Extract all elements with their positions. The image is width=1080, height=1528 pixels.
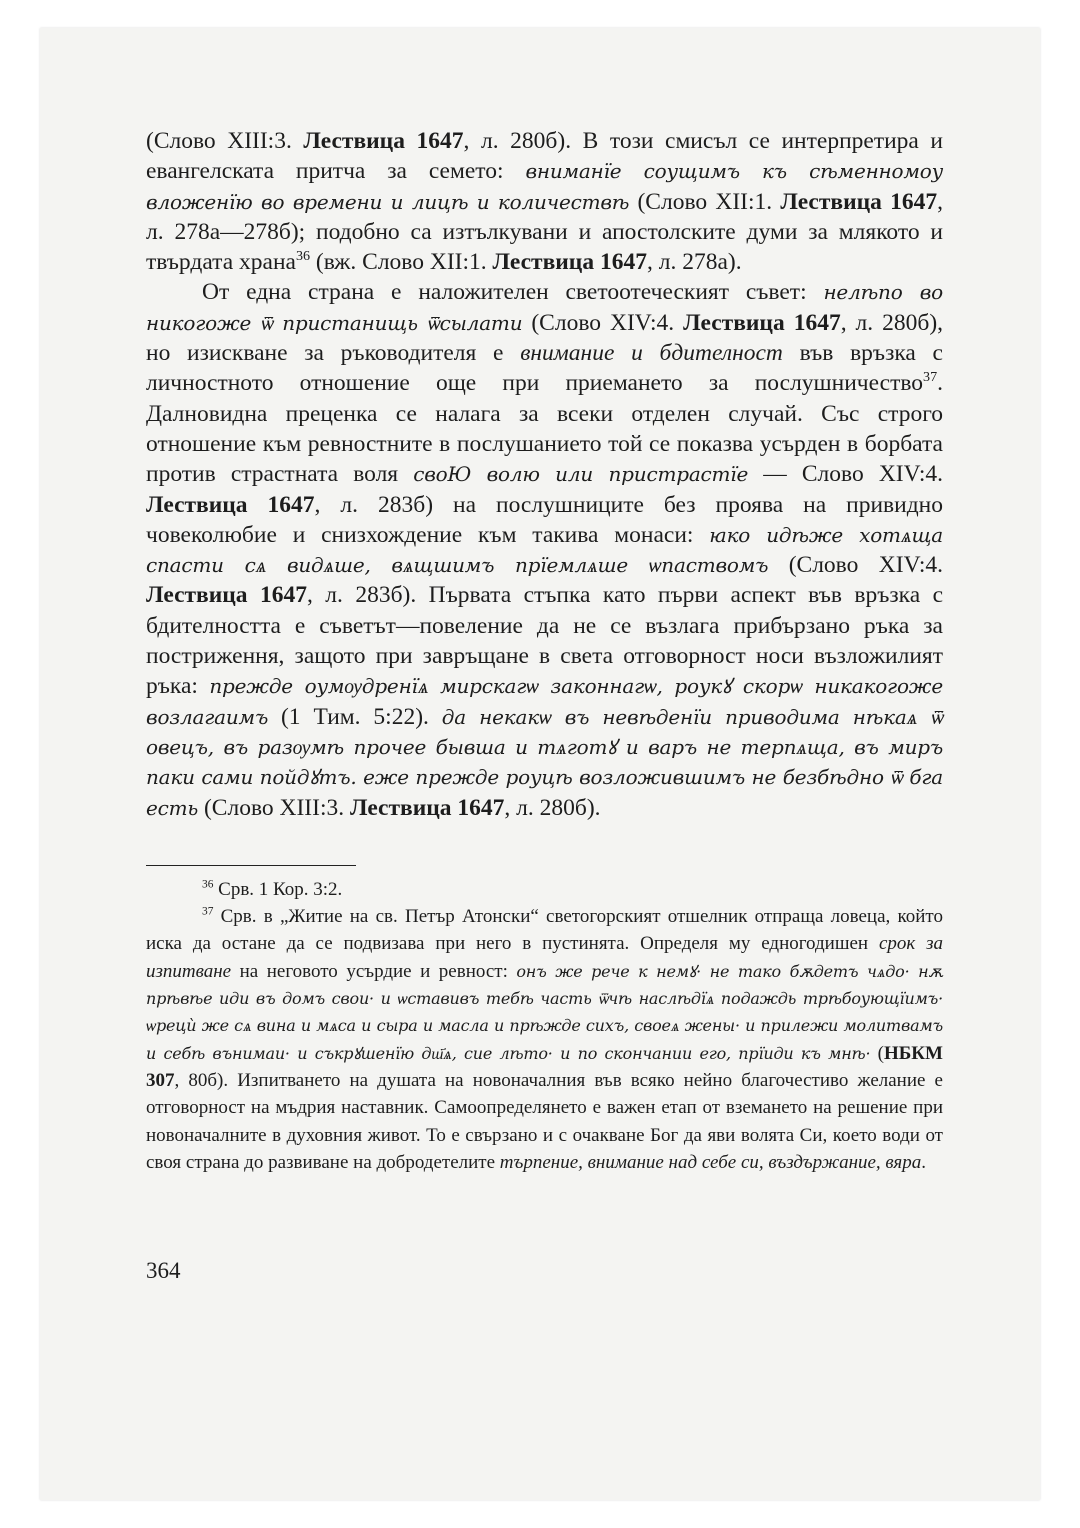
bold-ref: Лествица 1647: [780, 188, 938, 215]
bold-ref: Лествица 1647: [349, 794, 505, 821]
text-run: (Слово XII:1.: [629, 188, 781, 215]
text-run: (Слово XIII:3.: [198, 794, 350, 821]
text-run: , л. 280б), но изискване за ръководителя е: [146, 309, 944, 367]
text-run: .: [921, 1151, 927, 1173]
text-block: [146, 126, 943, 1176]
bold-ref: Лествица 1647: [146, 582, 307, 609]
church-slavonic-quote: вниманїе соущимъ къ сѣменномоу вложенїю во времени и лицѣ и количествѣ: [146, 159, 943, 214]
bold-ref: Лествица 1647: [303, 128, 464, 154]
text-run: , л. 280б).: [504, 794, 601, 821]
text-run: (Слово XIV:4.: [522, 309, 684, 336]
page-number: 364: [146, 1258, 181, 1283]
footnote-ref: 36: [202, 878, 214, 891]
text-run: (Слово XIII:3.: [146, 128, 304, 154]
text-run: , л. 283б) на послушниците без проява на привидно човеколюбие и снизхождение към такива монаси:: [146, 491, 943, 548]
footnote-ref: 37: [202, 905, 214, 918]
text-run: От една страна е наложителен светоотеческият съвет:: [202, 279, 824, 306]
text-run: (вж. Слово XII:1.: [310, 249, 493, 276]
text-run: — Слово XIV:4.: [748, 461, 943, 488]
main-text: [146, 126, 943, 823]
text-run: Срв. 1 Кор. 3:2.: [213, 878, 343, 900]
text-run: , 80б). Изпитването на душата на новоначалния във всяко нейно благочестиво желание е отговорност на мъдрия наставник. Самоопределянето е важен етап от вземането на решение при новоначалните в духовния живот. То е свързано и с очакване Бог да яви волята Си, което води от своя страна до развиване на добродетелите: [146, 1069, 943, 1173]
footnote-separator: [146, 865, 356, 866]
text-run: , л. 278а).: [646, 249, 742, 276]
text-run: на неговото усърдие и ревност:: [231, 960, 517, 982]
church-slavonic-quote: своЮ волю или пристрастїе: [413, 462, 749, 487]
bold-ref: НБКМ 307: [146, 1042, 943, 1091]
text-run: , л. 278а—278б); подобно са изтълкувани и апостолските думи за млякото и твърдата храна: [146, 188, 943, 276]
footnotes: [146, 876, 943, 1176]
bold-ref: Лествица 1647: [683, 309, 841, 336]
church-slavonic-quote: нелѣпо во никогоже ѿ пристанищь ѿсылати: [146, 280, 943, 335]
paragraph-2: [146, 277, 943, 822]
italic-term: търпение, внимание над себе си, въздържание, вяра: [499, 1151, 922, 1173]
text-run: (1 Тим. 5:22).: [268, 703, 442, 730]
church-slavonic-quote: онъ же рече к немꙋ· не тако бѫдетъ чѧдо· нѫ прѣвѣе иди въ домъ свои· и ѡставивъ тебѣ часть ѿчѣ наслѣдїѧ подаждь трѣбоующїимъ· ѡрецѝ же сѧ вина и мѧса и сыра и масла и прѣжде сихъ, своеѧ жены· и прилежи молитвамъ и себѣ вънимаи· и съкрꙋшенїю дш҃ѧ, сие лѣто· и по скончании его, прїиди къ мнѣ·: [146, 961, 943, 1063]
text-run: (Слово XIV:4.: [768, 552, 943, 579]
bold-ref: Лествица 1647: [492, 249, 647, 276]
text-run: (: [870, 1042, 884, 1064]
footnote-ref: 37: [923, 369, 938, 386]
book-page: [40, 28, 1040, 1500]
paragraph-1: [146, 126, 943, 277]
church-slavonic-quote: да некакѡ въ невѣденїи приводима нѣкаѧ ѿ овецъ, въ разѹмѣ прочее бывша и тѧготꙋ и варъ не терпѧща, въ миръ паки сами пойдꙋтъ. еже прежде роуцѣ возложившимъ не безбѣдно ѿ бга есть: [146, 704, 943, 820]
italic-term: внимание и бдителност: [520, 340, 783, 367]
footnote-ref: 36: [295, 248, 311, 265]
footnote-37: [146, 903, 943, 1176]
church-slavonic-quote: прежде оумѹдренїѧ мирскагѡ законнагѡ, роукꙋ скорѡ никакогоже возлагаимъ: [146, 674, 943, 729]
church-slavonic-quote: ꙗко идѣже хотѧща спасти сѧ видѧше, вѧщшимъ прїемлѧше ѡпаствомъ: [146, 522, 943, 578]
text-run: във връзка с личностното отношение още при приемането за послушничество: [146, 340, 943, 397]
footnote-36: [146, 876, 943, 903]
bold-ref: Лествица 1647: [146, 491, 315, 518]
text-run: . Далновидна преценка се налага за всеки отделен случай. Със строго отношение към ревностните в послушанието той се показва усърден в борбата против страстната воля: [146, 370, 943, 488]
text-run: Срв. в „Житие на св. Петър Атонски“ светогорският отшелник отпраща ловеца, който иска да остане да се подвизава при него в пустинята. Определя му едногодишен: [146, 906, 943, 955]
text-run: , л. 283б). Първата стъпка като първи аспект във връзка с бдителността е съветът—повеление да не се възлага прибързано ръка за постриження, защото при завръщане в света отговорност носи възложилият ръка:: [146, 582, 943, 700]
italic-term: срок за изпитване: [146, 933, 944, 982]
text-run: , л. 280б). В този смисъл се интерпретира и евангелската притча за семето:: [146, 128, 944, 185]
